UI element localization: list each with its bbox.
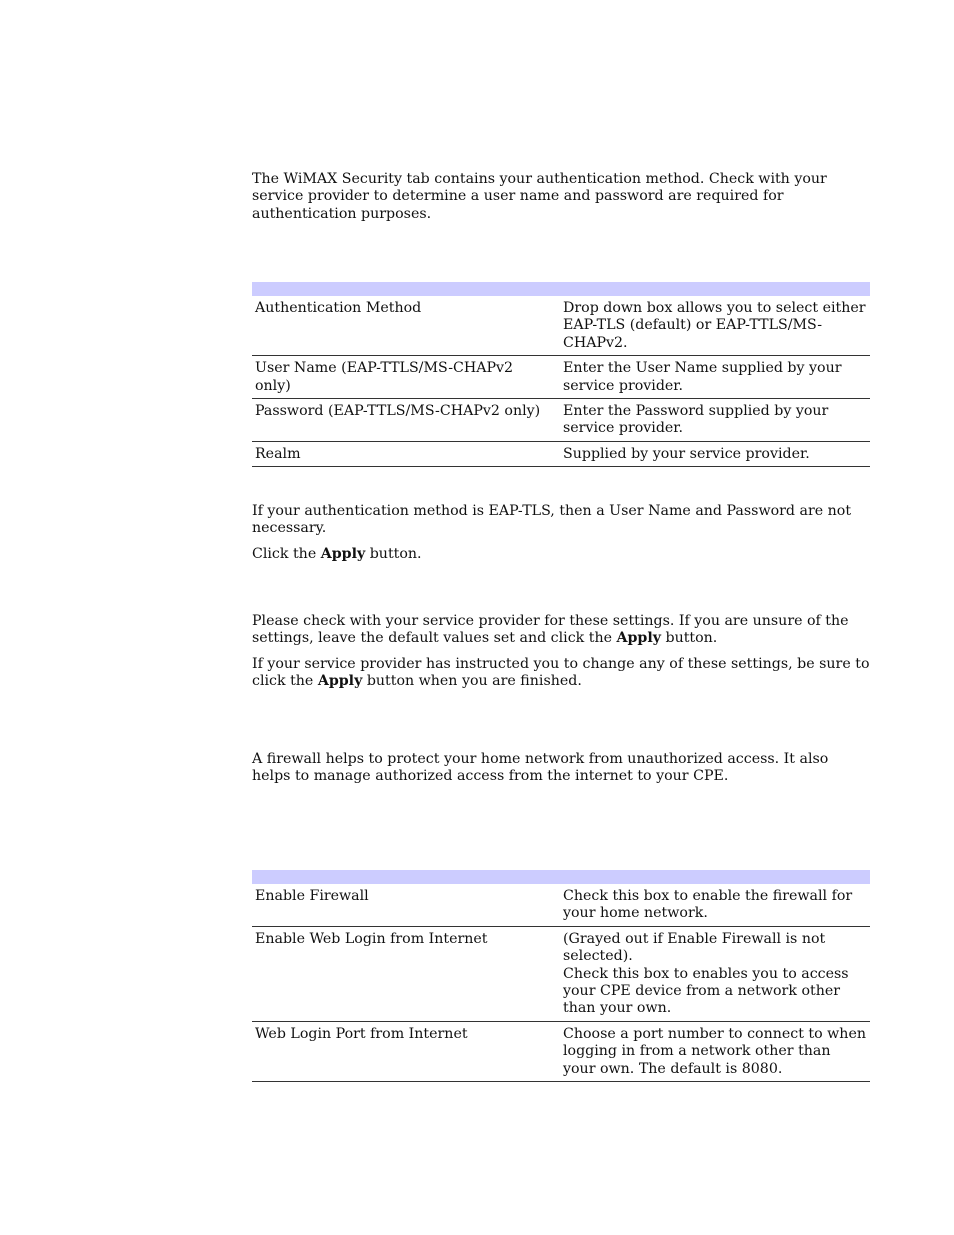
wimax-security-table-container xyxy=(252,282,870,467)
firewall-table-container xyxy=(252,870,870,1082)
wimax-security-intro-text: The WiMAX Security tab contains your authentication method. Check with your service provider to determine a user name and password are required for authentication purposes. xyxy=(252,171,827,222)
description-line: Check this box to enables you to access your CPE device from a network other than your own. xyxy=(563,965,849,1017)
table-row xyxy=(252,1021,870,1081)
paragraph-text: If your service provider has instructed you to change any of these settings, be sure to click the xyxy=(252,655,870,690)
settings-paragraph-1 xyxy=(252,613,870,648)
field-name: User Name (EAP-TTLS/MS-CHAPv2 only) xyxy=(252,356,555,399)
field-name: Enable Web Login from Internet xyxy=(252,926,555,1021)
settings-section xyxy=(252,613,870,691)
eap-tls-note: If your authentication method is EAP-TLS, then a User Name and Password are not necessary. xyxy=(252,503,852,537)
field-description: Enter the User Name supplied by your service provider. xyxy=(555,356,870,399)
firewall-intro-text: A firewall helps to protect your home network from unauthorized access. It also helps to manage authorized access from the internet to your CPE. xyxy=(252,751,829,785)
instruction-text: button. xyxy=(365,545,422,562)
wimax-security-table xyxy=(252,282,870,467)
apply-keyword: Apply xyxy=(317,673,363,690)
description-line: (Grayed out if Enable Firewall is not selected). xyxy=(563,930,826,965)
field-description: Enter the Password supplied by your service provider. xyxy=(555,399,870,442)
table-row xyxy=(252,356,870,399)
paragraph-text: button when you are finished. xyxy=(362,673,582,690)
table-row xyxy=(252,926,870,1021)
table-header-bar xyxy=(252,282,870,296)
field-description: Choose a port number to connect to when logging in from a network other than your own. The default is 8080. xyxy=(555,1021,870,1081)
table-row xyxy=(252,441,870,466)
field-name: Enable Firewall xyxy=(252,884,555,926)
table-header-bar xyxy=(252,870,870,884)
field-description: Supplied by your service provider. xyxy=(555,441,870,466)
table-row xyxy=(252,884,870,926)
firewall-table xyxy=(252,870,870,1082)
apply-keyword: Apply xyxy=(616,630,661,647)
instruction-text: Click the xyxy=(252,545,321,562)
table-row xyxy=(252,399,870,442)
paragraph-text: Please check with your service provider for these settings. If you are unsure of the settings, leave the default values set and click the xyxy=(252,613,849,647)
table-row xyxy=(252,296,870,356)
field-name: Password (EAP-TTLS/MS-CHAPv2 only) xyxy=(252,399,555,442)
paragraph-text: button. xyxy=(660,630,718,647)
click-apply-instruction xyxy=(252,546,870,563)
firewall-intro xyxy=(252,751,870,786)
settings-paragraph-2 xyxy=(252,656,870,691)
apply-keyword: Apply xyxy=(320,545,366,562)
field-name: Authentication Method xyxy=(252,296,555,356)
field-description: Drop down box allows you to select either EAP-TLS (default) or EAP-TTLS/MS-CHAPv2. xyxy=(555,296,870,356)
wimax-security-notes xyxy=(252,503,870,563)
field-description: Check this box to enable the firewall for your home network. xyxy=(555,884,870,926)
field-description xyxy=(555,926,870,1021)
field-name: Realm xyxy=(252,441,555,466)
field-name: Web Login Port from Internet xyxy=(252,1021,555,1081)
wimax-security-intro xyxy=(252,171,870,223)
